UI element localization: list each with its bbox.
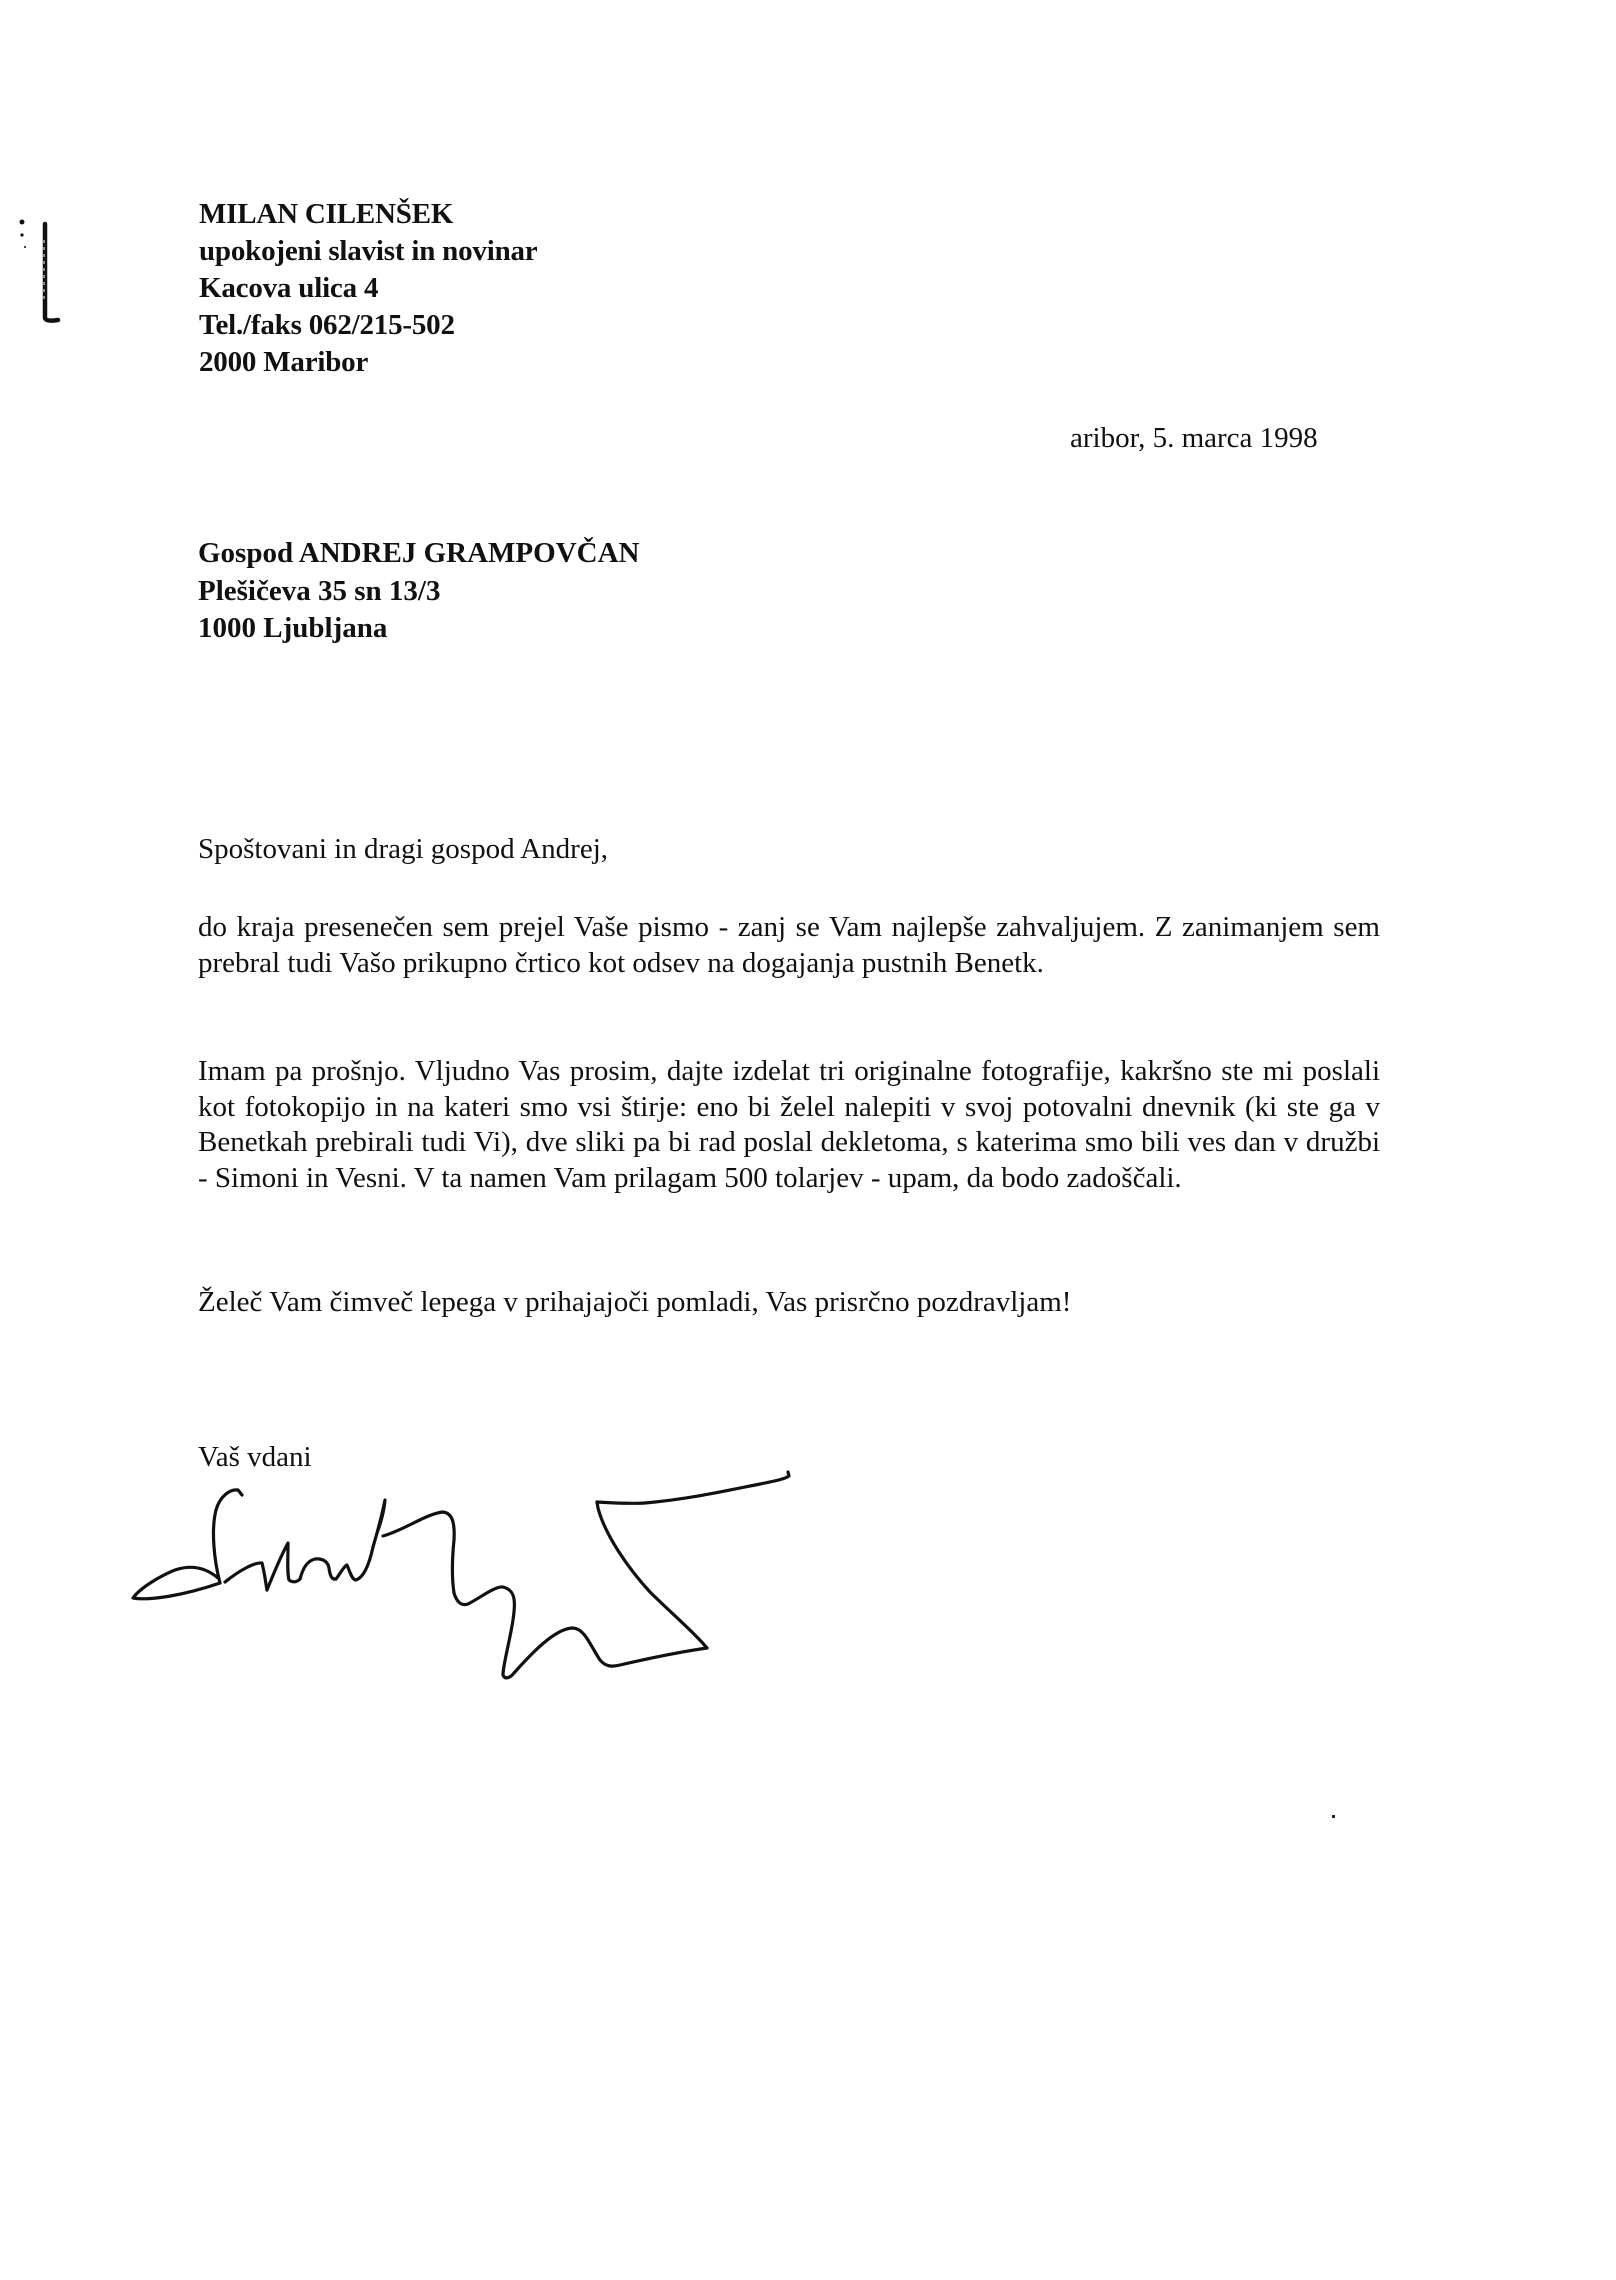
scan-speck (1332, 1815, 1335, 1818)
recipient-city: 1000 Ljubljana (198, 612, 388, 644)
body-paragraph: do kraja presenečen sem prejel Vaše pismo - zanj se Vam najlepše zahvaljujem. Z zanimanjem sem prebral tudi Vašo prikupno črtico kot odsev na dogajanja pustnih Benetk. (198, 911, 1380, 979)
sender-street: Kacova ulica 4 (199, 272, 379, 304)
recipient-street: Plešičeva 35 sn 13/3 (198, 574, 441, 607)
sender-name: MILAN CILENŠEK (199, 198, 454, 230)
closing-sentence: Želeč Vam čimveč lepega v prihajajoči pomladi, Vas prisrčno pozdravljam! (198, 1286, 1072, 1318)
sender-title: upokojeni slavist in novinar (199, 235, 538, 267)
handwritten-signature-icon (0, 0, 900, 1720)
salutation: Spoštovani in dragi gospod Andrej, (198, 833, 609, 865)
recipient-name: Gospod ANDREJ GRAMPOVČAN (198, 537, 640, 569)
sign-off: Vaš vdani (198, 1441, 312, 1473)
letter-date: aribor, 5. marca 1998 (1070, 422, 1318, 454)
sender-phone: Tel./faks 062/215-502 (199, 309, 455, 341)
sender-city: 2000 Maribor (199, 346, 369, 378)
body-paragraph: Imam pa prošnjo. Vljudno Vas prosim, dajte izdelat tri originalne fotografije, kakršno ste mi poslali kot fotokopijo in na kateri smo vsi štirje: eno bi želel nalepiti v svoj potovalni dnevnik (ki ste ga v Benetkah prebirali tudi Vi), dve sliki pa bi rad poslal dekletoma, s katerima smo bili ves dan v družbi - Simoni in Vesni. V ta namen Vam prilagam 500 tolarjev - upam, da bodo zadoščali. (198, 1055, 1380, 1194)
